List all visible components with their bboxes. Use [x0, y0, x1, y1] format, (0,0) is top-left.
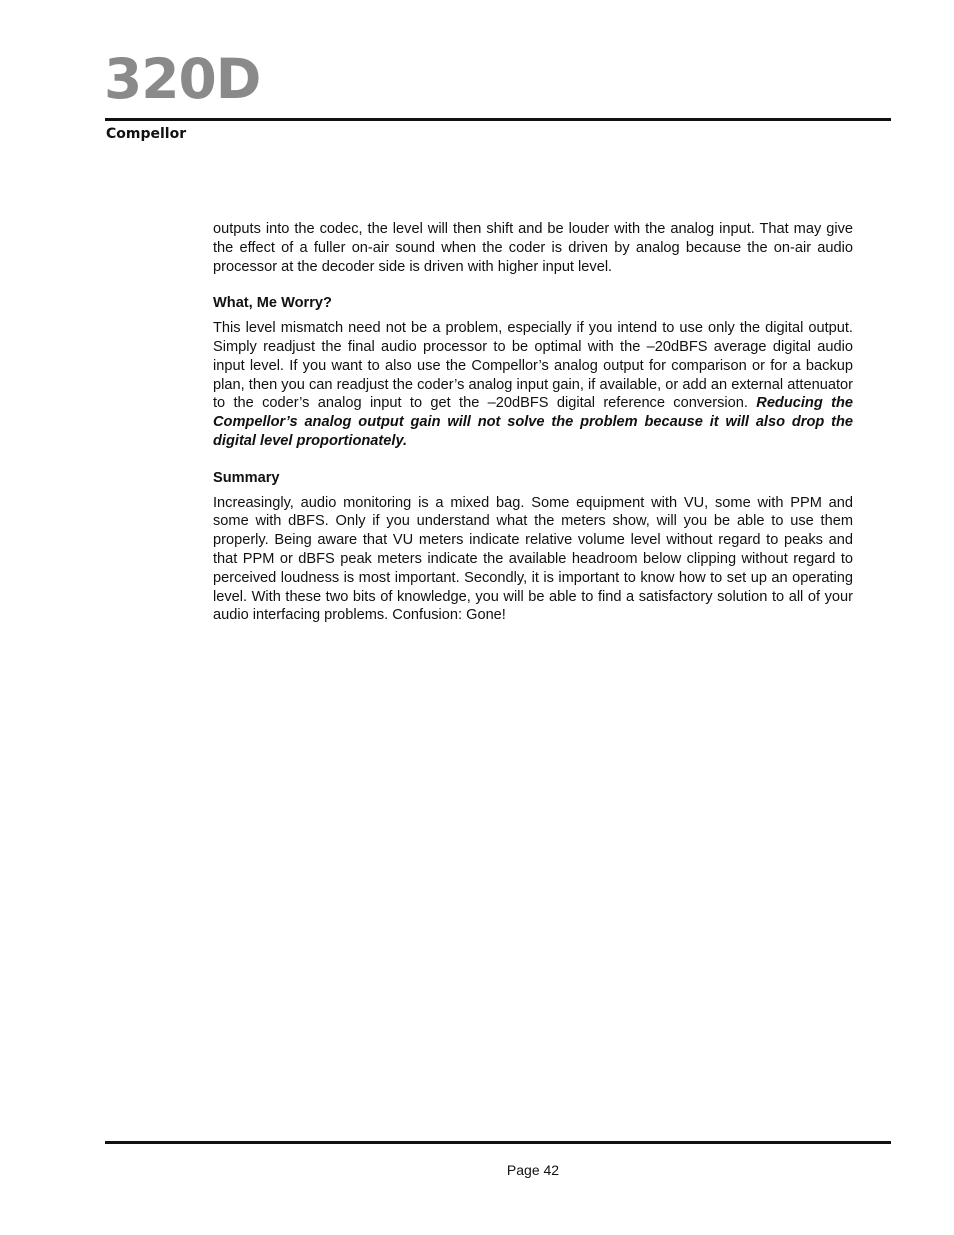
footer-rule: [105, 1141, 891, 1144]
paragraph-level-mismatch-emphasis: Reducing the Compellor’s analog output gain will not solve the problem because it will also drop the digital level proportionately.: [213, 395, 853, 449]
heading-what-me-worry: What, Me Worry?: [213, 295, 332, 312]
product-logo: 320D: [104, 47, 261, 111]
product-name: Compellor: [106, 126, 187, 142]
paragraph-intro: outputs into the codec, the level will then shift and be louder with the analog input. That may give the effect of a fuller on-air sound when the coder is driven by analog because the on-air audio processor at the decoder side is driven with higher input level.: [213, 221, 853, 275]
body-content: [213, 220, 853, 625]
paragraph-summary: Increasingly, audio monitoring is a mixed bag. Some equipment with VU, some with PPM and some with dBFS. Only if you understand what the meters show, will you be able to use them properly. Being aware that VU meters indicate relative volume level without regard to peaks and that PPM or dBFS peak meters indicate the available headroom below clipping without regard to perceived loudness is most important. Secondly, it is important to know how to set up an operating level. With these two bits of knowledge, you will be able to find a satisfactory solution to all of your audio interfacing problems. Confusion: Gone!: [213, 494, 853, 624]
header-rule: [105, 118, 891, 121]
page-number: Page 42: [506, 1162, 560, 1178]
paragraph-level-mismatch: [213, 319, 853, 451]
paragraph-level-mismatch-text: This level mismatch need not be a problem, especially if you intend to use only the digital output. Simply readjust the final audio processor to be optimal with the –20dBFS average digital audio input level. If you want to also use the Compellor’s analog output for comparison or for a backup plan, then you can readjust the coder’s analog input gain, if available, or add an external attenuator to the coder’s analog input to get the –20dBFS digital reference conversion.: [213, 320, 853, 412]
heading-summary: Summary: [213, 469, 280, 486]
